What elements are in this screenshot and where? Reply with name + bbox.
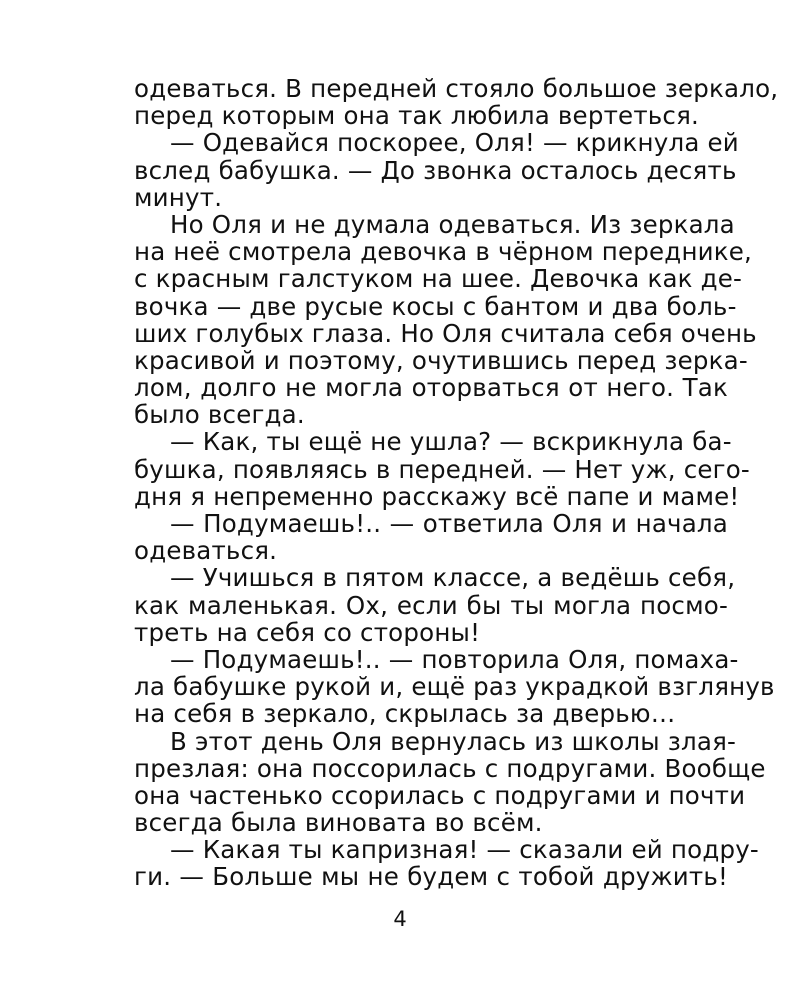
text-line: — Подумаешь!.. — ответила Оля и начала (170, 509, 728, 538)
text-line: — Учишься в пятом классе, а ведёшь себя, (170, 563, 736, 593)
text-line: одеваться. В передней стояло большое зеркало, (134, 74, 779, 103)
text-line: презлая: она поссорилась с подругами. Вообще (134, 753, 766, 783)
text-line: красивой и поэтому, очутившись перед зерка- (134, 345, 748, 375)
text-line: дня я непременно расскажу всё папе и маме! (134, 481, 740, 511)
text-line: на неё смотрела девочка в чёрном переднике, (134, 237, 753, 267)
text-line: на себя в зеркало, скрылась за дверью… (134, 699, 676, 729)
text-line: как маленькая. Ох, если бы ты могла посмо- (134, 590, 728, 620)
text-line: — Подумаешь!.. — повторила Оля, помаха- (170, 644, 739, 674)
text-line: перед которым она так любила вертеться. (134, 101, 700, 131)
text-line: с красным галстуком на шее. Девочка как де- (134, 264, 743, 294)
body-text (134, 74, 779, 892)
text-line: ги. — Больше мы не будем с тобой дружить! (134, 862, 728, 892)
text-line: — Одевайся поскорее, Оля! — крикнула ей (170, 128, 739, 158)
text-line: минут. (134, 182, 223, 212)
text-line: В этот день Оля вернулась из школы злая- (170, 726, 737, 756)
text-line: ших голубых глаза. Но Оля считала себя очень (134, 318, 757, 348)
text-line: всегда была виновата во всём. (134, 808, 543, 838)
page-number: 4 (393, 907, 407, 931)
text-line: вслед бабушка. — До звонка осталось десять (134, 155, 737, 185)
text-line: лом, долго не могла оторваться от него. Так (134, 373, 728, 403)
text-line: ла бабушке рукой и, ещё раз украдкой взглянув (134, 672, 775, 702)
text-line: она частенько ссорилась с подругами и почти (134, 780, 746, 810)
text-line: было всегда. (134, 400, 305, 430)
text-line: треть на себя со стороны! (134, 617, 481, 647)
text-line: — Как, ты ещё не ушла? — вскрикнула ба- (170, 427, 732, 457)
text-line: вочка — две русые косы с бантом и два боль- (134, 291, 737, 321)
text-line: одеваться. (134, 536, 278, 566)
text-line: бушка, появляясь в передней. — Нет уж, сего- (134, 454, 750, 484)
text-line: Но Оля и не думала одеваться. Из зеркала (170, 209, 735, 239)
text-line: — Какая ты капризная! — сказали ей подру- (170, 835, 759, 865)
